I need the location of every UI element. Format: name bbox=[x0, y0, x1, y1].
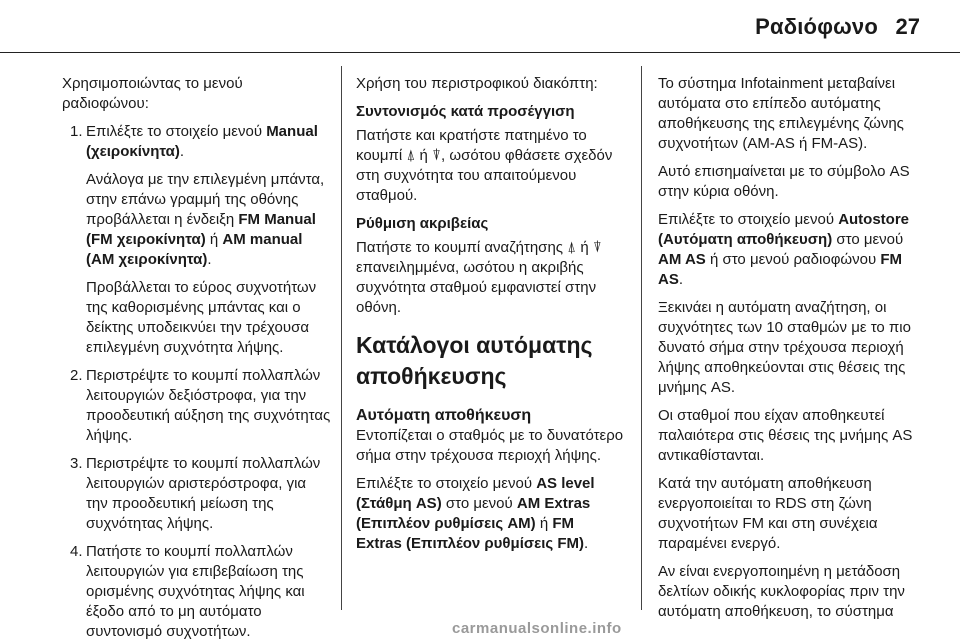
step-text bbox=[86, 122, 332, 162]
step-text: Περιστρέψτε το κουμπί πολλαπλών λειτουργιών δεξιόστροφα, για την προοδευτική αύξηση της συχνότητας λήψης. bbox=[86, 367, 331, 444]
steps-list bbox=[62, 122, 332, 642]
step-text-part: . bbox=[179, 143, 185, 160]
subheading-fine-tuning: Ρύθμιση ακριβείας bbox=[356, 215, 489, 232]
paragraph: Αν είναι ενεργοποιημένη η μετάδοση δελτίων οδικής κυκλοφορίας πριν την αυτόματη αποθήκευση, το σύστημα bbox=[658, 563, 905, 620]
indicator-fm-manual: FM Manual (FM χειροκίνητα) bbox=[86, 211, 316, 248]
step-text: Πατήστε το κουμπί πολλαπλών λειτουργιών για επιβεβαίωση της ορισμένης συχνότητας λήψης και έξοδο από το μη αυτόματο συντονισμό συχνοτήτων. bbox=[86, 543, 305, 640]
paragraph: Κατά την αυτόματη αποθήκευση ενεργοποιείται το RDS στη ζώνη συχνοτήτων FM και στη συνέχεια παραμένει ενεργό. bbox=[658, 475, 878, 552]
menu-item-manual: Manual (χειροκίνητα) bbox=[86, 123, 318, 160]
text-part: ή bbox=[535, 515, 553, 532]
menu-item-as-level: AS level (Στάθμη AS) bbox=[356, 475, 595, 512]
paragraph: Αυτό επισημαίνεται με το σύμβολο AS στην κύρια οθόνη. bbox=[658, 163, 910, 200]
text-part: Επιλέξτε το στοιχείο μενού bbox=[658, 211, 839, 228]
paragraph bbox=[658, 210, 930, 290]
step-detail: Προβάλλεται το εύρος συχνοτήτων της καθορισμένης μπάντας και ο δείκτης υποδεικνύει την τρέχουσα επιλεγμένη συχνότητα λήψης. bbox=[86, 279, 317, 356]
text-part: . bbox=[678, 271, 684, 288]
column-2 bbox=[356, 74, 624, 562]
menu-am-as: AM AS bbox=[658, 251, 706, 268]
text-part: στο μενού bbox=[832, 231, 904, 248]
step-text-part: ή bbox=[205, 231, 223, 248]
step-3 bbox=[62, 454, 332, 534]
menu-am-extras: AM Extras (Επιπλέον ρυθμίσεις AM) bbox=[356, 495, 591, 532]
section-heading-autostore-lists: Κατάλογοι αυτόματης αποθήκευσης bbox=[356, 332, 593, 389]
section-title: Ραδιόφωνο bbox=[755, 14, 878, 39]
menu-fm-extras: FM Extras (Επιπλέον ρυθμίσεις FM) bbox=[356, 515, 585, 552]
text-part: . bbox=[584, 535, 589, 552]
step-2 bbox=[62, 366, 332, 446]
page-number: 27 bbox=[895, 14, 920, 39]
step-text-part: Ανάλογα με την επιλεγμένη μπάντα, στην επάνω γραμμή της οθόνης προβάλλεται η ένδειξη bbox=[86, 171, 325, 228]
subheading-autostore: Αυτόματη αποθήκευση bbox=[356, 407, 532, 424]
subheading-coarse-tuning: Συντονισμός κατά προσέγγιση bbox=[356, 103, 575, 120]
menu-fm-as: FM AS bbox=[658, 251, 903, 288]
paragraph: Χρήση του περιστροφικού διακόπτη: bbox=[356, 75, 598, 92]
text-part: Επιλέξτε το στοιχείο μενού bbox=[356, 475, 537, 492]
column-1 bbox=[62, 74, 332, 642]
step-text: Περιστρέψτε το κουμπί πολλαπλών λειτουργιών αριστερόστροφα, για την προοδευτική μείωση της συχνότητας λήψης. bbox=[86, 455, 321, 532]
paragraph: Πατήστε και κρατήστε πατημένο το κουμπί ⍋ ή ⍒, ωσότου φθάσετε σχεδόν στη συχνότητα του απαιτούμενου σταθμού. bbox=[356, 127, 613, 204]
step-1 bbox=[62, 122, 332, 358]
column-divider-2 bbox=[641, 66, 642, 610]
step-number: 2. bbox=[70, 367, 83, 384]
text-part: ή στο μενού ραδιοφώνου bbox=[705, 251, 881, 268]
step-4 bbox=[62, 542, 332, 642]
paragraph: Το σύστημα Infotainment μεταβαίνει αυτόματα στο επίπεδο αυτόματης αποθήκευσης της επιλεγμένης ζώνης συχνοτήτων (AM-AS ή FM-AS). bbox=[658, 75, 904, 152]
paragraph: Οι σταθμοί που είχαν αποθηκευτεί παλαιότερα στις θέσεις της μνήμης AS αντικαθίστανται. bbox=[658, 407, 913, 464]
paragraph: Ξεκινάει η αυτόματη αναζήτηση, οι συχνότητες των 10 σταθμών με το πιο δυνατό σήμα στην τρέχουσα περιοχή λήψης αποθηκεύονται στις θέσεις της μνήμης AS. bbox=[658, 299, 911, 396]
step-number: 1. bbox=[70, 123, 83, 140]
column-divider-1 bbox=[341, 66, 342, 610]
paragraph: Εντοπίζεται ο σταθμός με το δυνατότερο σήμα στην τρέχουσα περιοχή λήψης. bbox=[356, 427, 624, 464]
paragraph: Πατήστε το κουμπί αναζήτησης ⍋ ή ⍒ επανειλημμένα, ωσότου η ακριβής συχνότητα σταθμού εμφανιστεί στην οθόνη. bbox=[356, 239, 602, 316]
watermark: carmanualsonline.info bbox=[452, 620, 622, 637]
step-number: 3. bbox=[70, 455, 83, 472]
header-divider bbox=[0, 52, 960, 53]
step-number: 4. bbox=[70, 543, 83, 560]
column-3 bbox=[658, 74, 930, 630]
step-text-part: . bbox=[207, 251, 212, 268]
page-header bbox=[0, 0, 960, 52]
indicator-am-manual: AM manual (AM χειροκίνητα) bbox=[86, 231, 303, 268]
menu-item-autostore: Autostore (Αυτόματη αποθήκευση) bbox=[658, 211, 910, 248]
step-text-part: Επιλέξτε το στοιχείο μενού bbox=[86, 123, 267, 140]
paragraph bbox=[356, 474, 624, 554]
intro-text: Χρησιμοποιώντας το μενού ραδιοφώνου: bbox=[62, 75, 243, 112]
step-detail bbox=[86, 170, 332, 270]
text-part: στο μενού bbox=[441, 495, 517, 512]
